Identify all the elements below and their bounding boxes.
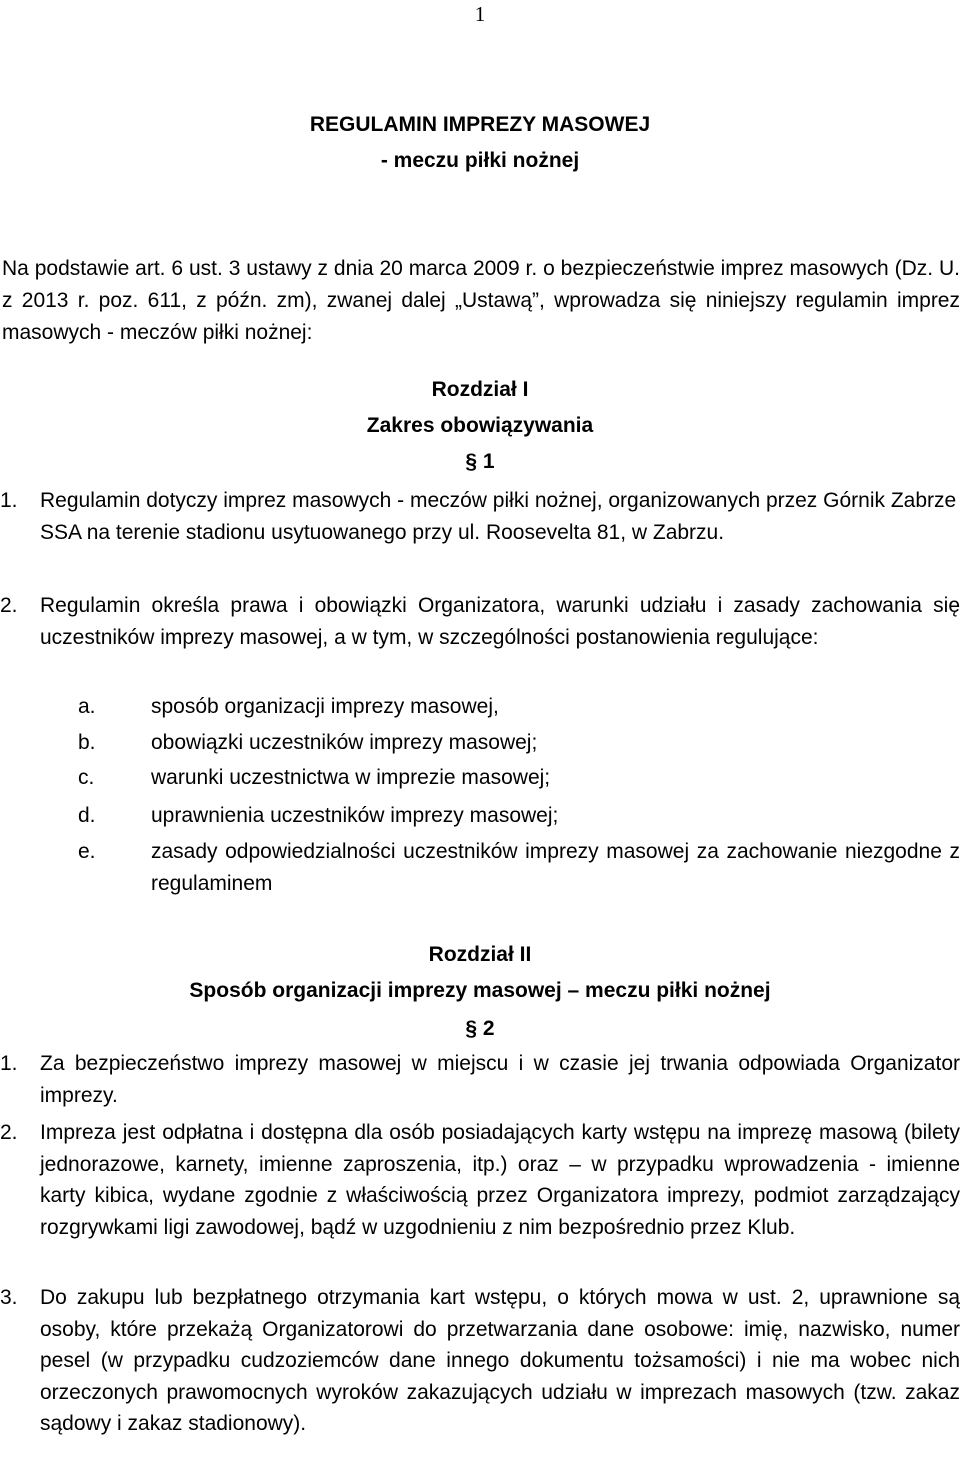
chapter-1-name: Zakres obowiązywania bbox=[366, 414, 594, 437]
subitem-letter: b. bbox=[78, 731, 96, 754]
item-text: Regulamin dotyczy imprez masowych - meczów piłki nożnej, organizowanych przez Górnik Zabrze SSA na terenie stadionu usytuowanego przy ul. Roosevelta 81, w Zabrzu. bbox=[40, 489, 957, 544]
subitem-text: obowiązki uczestników imprezy masowej; bbox=[151, 731, 538, 754]
subitem-e bbox=[78, 836, 960, 899]
item-number: 2. bbox=[0, 1121, 18, 1144]
subitem-letter: c. bbox=[78, 766, 95, 789]
subitem-letter: e. bbox=[78, 840, 96, 863]
subitem-text: warunki uczestnictwa w imprezie masowej; bbox=[151, 766, 551, 789]
intro-paragraph: Na podstawie art. 6 ust. 3 ustawy z dnia 20 marca 2009 r. o bezpieczeństwie imprez masowych (Dz. U. z 2013 r. poz. 611, z późn. zm), zwanej dalej „Ustawą”, wprowadza się niniejszy regulamin imprez masowych - meczów piłki nożnej: bbox=[2, 257, 960, 344]
subitem-text: zasady odpowiedzialności uczestników imprezy masowej za zachowanie niezgodne z regulaminem bbox=[151, 840, 960, 895]
subitem-b bbox=[78, 727, 960, 759]
ch1-item-1 bbox=[0, 485, 960, 548]
ch2-item-2 bbox=[0, 1117, 960, 1243]
item-text: Impreza jest odpłatna i dostępna dla osób posiadających karty wstępu na imprezę masową (bilety jednorazowe, karnety, imienne zaproszenia, itp.) oraz – w przypadku wprowadzenia - imienne karty kibica, wydane zgodnie z właściwością przez Organizatora imprezy, podmiot zarządzający rozgrywkami ligi zawodowej, bądź w uzgodnieniu z nim bezpośrednio przez Klub. bbox=[40, 1121, 960, 1239]
section-1-mark: § 1 bbox=[465, 450, 495, 473]
subitem-text: uprawnienia uczestników imprezy masowej; bbox=[151, 804, 559, 827]
subitem-letter: a. bbox=[78, 695, 96, 718]
item-text: Regulamin określa prawa i obowiązki Organizatora, warunki udziału i zasady zachowania się uczestników imprezy masowej, a w tym, w szczególności postanowienia regulujące: bbox=[40, 594, 960, 649]
ch2-item-1 bbox=[0, 1048, 960, 1111]
item-text: Za bezpieczeństwo imprezy masowej w miejscu i w czasie jej trwania odpowiada Organizator imprezy. bbox=[40, 1052, 960, 1107]
item-number: 1. bbox=[0, 1052, 18, 1075]
subitem-d bbox=[78, 800, 960, 832]
item-number: 1. bbox=[0, 489, 18, 512]
chapter-2-name: Sposób organizacji imprezy masowej – meczu piłki nożnej bbox=[189, 979, 771, 1002]
chapter-1-label: Rozdział I bbox=[431, 378, 529, 401]
ch1-item-2 bbox=[0, 590, 960, 653]
subitem-c bbox=[78, 762, 960, 794]
page-number: 1 bbox=[474, 2, 486, 26]
item-text: Do zakupu lub bezpłatnego otrzymania kart wstępu, o których mowa w ust. 2, uprawnione są osoby, które przekażą Organizatorowi do przetwarzania dane osobowe: imię, nazwisko, numer pesel (w przypadku cudzoziemców dane innego dokumentu tożsamości) i nie ma wobec nich orzeczonych prawomocnych wyroków zakazujących udziału w imprezach masowych (tzw. zakaz sądowy i zakaz stadionowy). bbox=[40, 1286, 960, 1435]
document-subtitle: - meczu piłki nożnej bbox=[380, 149, 580, 172]
ch2-item-3 bbox=[0, 1282, 960, 1440]
chapter-2-label: Rozdział II bbox=[428, 943, 532, 966]
section-2-mark: § 2 bbox=[465, 1017, 495, 1040]
subitem-a bbox=[78, 691, 960, 723]
subitem-text: sposób organizacji imprezy masowej, bbox=[151, 695, 499, 718]
item-number: 2. bbox=[0, 594, 18, 617]
subitem-letter: d. bbox=[78, 804, 96, 827]
item-number: 3. bbox=[0, 1286, 18, 1309]
document-title: REGULAMIN IMPREZY MASOWEJ bbox=[309, 113, 651, 136]
